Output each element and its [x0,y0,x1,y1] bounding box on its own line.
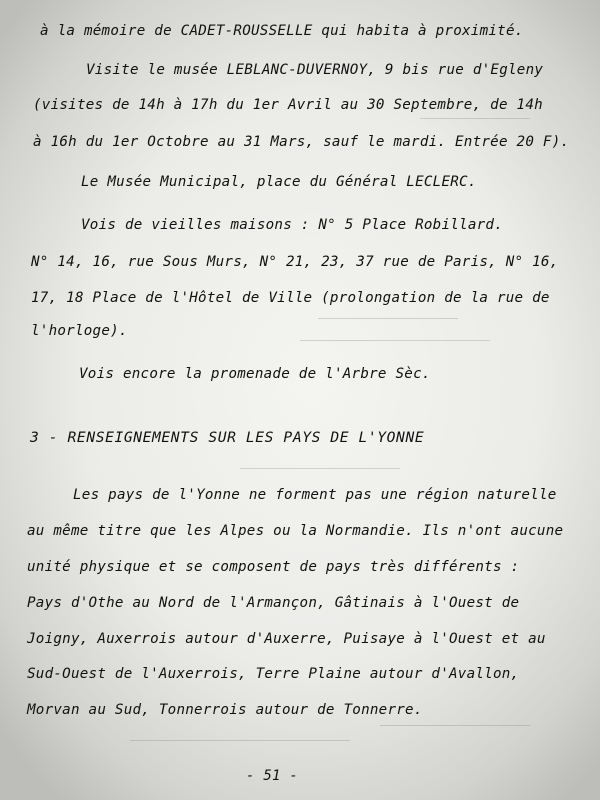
text-line: (visites de 14h à 17h du 1er Avril au 30 Septembre, de 14h [33,97,543,113]
text-line: Morvan au Sud, Tonnerrois autour de Tonnerre. [27,702,423,718]
show-through-mark [240,468,400,469]
text-line: à la mémoire de CADET-ROUSSELLE qui habita à proximité. [40,23,524,39]
text-line: Visite le musée LEBLANC-DUVERNOY, 9 bis rue d'Egleny [86,62,544,78]
text-line: Pays d'Othe au Nord de l'Armançon, Gâtinais à l'Ouest de [27,595,520,611]
section-heading: 3 - RENSEIGNEMENTS SUR LES PAYS DE L'YONNE [30,429,425,446]
text-line: 17, 18 Place de l'Hôtel de Ville (prolongation de la rue de [31,290,550,306]
text-line: Vois de vieilles maisons : N° 5 Place Robillard. [81,217,503,233]
text-line: l'horloge). [31,323,128,339]
text-line: Sud-Ouest de l'Auxerrois, Terre Plaine autour d'Avallon, [27,666,520,682]
text-line: N° 14, 16, rue Sous Murs, N° 21, 23, 37 rue de Paris, N° 16, [31,254,559,270]
text-line: unité physique et se composent de pays très différents : [27,559,520,575]
text-line: Vois encore la promenade de l'Arbre Sèc. [79,366,431,382]
text-line: Joigny, Auxerrois autour d'Auxerre, Puisaye à l'Ouest et au [27,631,546,647]
text-line: Les pays de l'Yonne ne forment pas une région naturelle [73,487,557,503]
text-line: Le Musée Municipal, place du Général LECLERC. [81,174,477,190]
show-through-mark [380,725,530,726]
text-line: au même titre que les Alpes ou la Normandie. Ils n'ont aucune [27,523,564,539]
page-number: - 51 - [246,768,299,784]
show-through-mark [300,340,490,341]
text-line: à 16h du 1er Octobre au 31 Mars, sauf le mardi. Entrée 20 F). [33,134,570,150]
show-through-mark [420,118,530,119]
show-through-mark [130,740,350,741]
show-through-mark [318,318,458,319]
